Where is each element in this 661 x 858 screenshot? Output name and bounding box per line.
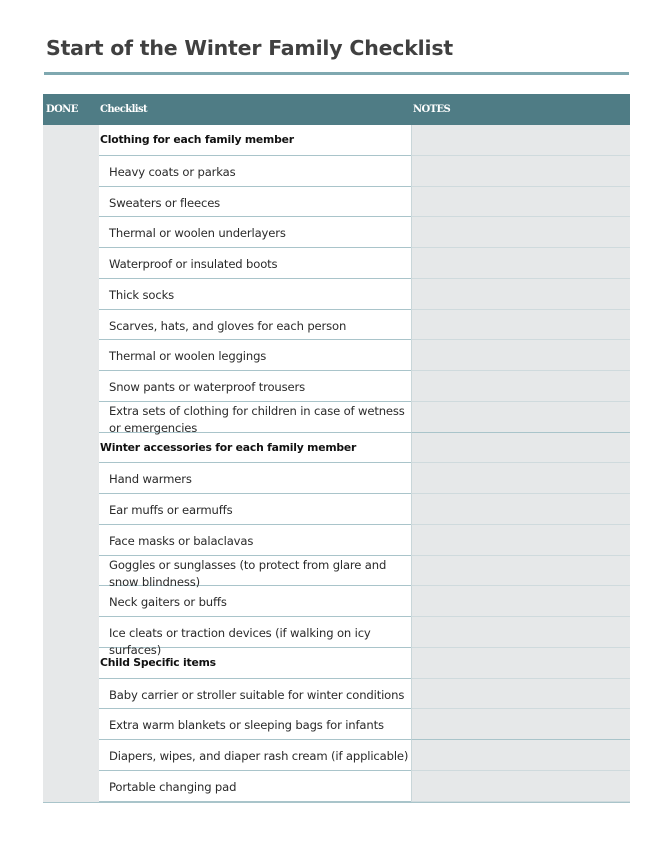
table-row <box>43 556 630 587</box>
notes-cell[interactable] <box>411 279 630 310</box>
item-label: Scarves, hats, and gloves for each person <box>109 318 347 333</box>
done-cell[interactable] <box>43 525 99 556</box>
notes-cell[interactable] <box>411 433 630 464</box>
item-label: Extra warm blankets or sleeping bags for infants <box>109 718 384 733</box>
checklist-cell <box>99 586 411 617</box>
table-row <box>43 402 630 433</box>
table-row <box>43 371 630 402</box>
notes-cell[interactable] <box>411 617 630 648</box>
checklist-cell <box>99 771 411 802</box>
checklist-cell <box>99 463 411 494</box>
item-label: Neck gaiters or buffs <box>109 595 227 610</box>
notes-cell[interactable] <box>411 586 630 617</box>
done-cell[interactable] <box>43 187 99 218</box>
done-cell[interactable] <box>43 433 99 464</box>
header-checklist: Checklist <box>100 104 148 115</box>
item-label: Thermal or woolen underlayers <box>109 226 286 241</box>
category-label: Winter accessories for each family member <box>100 440 357 454</box>
checklist-cell <box>99 679 411 710</box>
done-cell[interactable] <box>43 771 99 802</box>
checklist-cell <box>99 248 411 279</box>
item-label: Baby carrier or stroller suitable for winter conditions <box>109 687 405 702</box>
notes-cell[interactable] <box>411 310 630 341</box>
item-label: Sweaters or fleeces <box>109 195 221 210</box>
checklist-cell <box>99 187 411 218</box>
item-label: Heavy coats or parkas <box>109 164 236 179</box>
checklist-cell <box>99 217 411 248</box>
notes-cell[interactable] <box>411 556 630 587</box>
notes-cell[interactable] <box>411 340 630 371</box>
table-row <box>43 771 630 802</box>
title-divider <box>44 72 629 75</box>
item-label: Portable changing pad <box>109 779 237 794</box>
table-row <box>43 248 630 279</box>
checklist-table <box>43 94 630 803</box>
table-row <box>43 525 630 556</box>
done-cell[interactable] <box>43 310 99 341</box>
done-cell[interactable] <box>43 340 99 371</box>
notes-cell[interactable] <box>411 494 630 525</box>
page-title: Start of the Winter Family Checklist <box>46 36 453 60</box>
table-body <box>43 125 630 803</box>
checklist-cell <box>99 402 411 433</box>
done-cell[interactable] <box>43 556 99 587</box>
notes-cell[interactable] <box>411 740 630 771</box>
checklist-cell <box>99 371 411 402</box>
table-row <box>43 617 630 657</box>
checklist-cell <box>99 525 411 556</box>
done-cell[interactable] <box>43 248 99 279</box>
checklist-cell <box>99 740 411 771</box>
checklist-cell <box>99 648 411 679</box>
done-cell[interactable] <box>43 217 99 248</box>
item-label: Hand warmers <box>109 472 192 487</box>
category-row <box>43 648 630 679</box>
notes-cell[interactable] <box>411 125 630 156</box>
done-cell[interactable] <box>43 740 99 771</box>
item-label: Diapers, wipes, and diaper rash cream (if applicable) <box>109 749 409 763</box>
table-row <box>43 494 630 525</box>
notes-cell[interactable] <box>411 217 630 248</box>
done-cell[interactable] <box>43 402 99 434</box>
table-row <box>43 279 630 310</box>
checklist-cell <box>99 556 411 587</box>
table-row <box>43 463 630 494</box>
item-label: Face masks or balaclavas <box>109 533 254 548</box>
category-row <box>43 125 630 156</box>
checklist-cell <box>99 340 411 371</box>
checklist-cell <box>99 310 411 341</box>
header-done: DONE <box>46 104 78 115</box>
table-bottom-border <box>43 802 630 803</box>
done-cell[interactable] <box>43 463 99 494</box>
item-label: Thick socks <box>109 287 175 302</box>
notes-cell[interactable] <box>411 709 630 740</box>
table-row <box>43 156 630 187</box>
done-cell[interactable] <box>43 617 99 648</box>
item-label: Ear muffs or earmuffs <box>109 503 233 517</box>
table-row <box>43 217 630 248</box>
notes-cell[interactable] <box>411 156 630 187</box>
item-label: Snow pants or waterproof trousers <box>109 380 305 394</box>
done-cell[interactable] <box>43 679 99 710</box>
item-label: Ice cleats or traction devices (if walking on icy surfaces) <box>109 626 371 657</box>
category-label: Child Specific items <box>100 655 216 669</box>
done-cell[interactable] <box>43 586 99 617</box>
notes-cell[interactable] <box>411 679 630 710</box>
table-row <box>43 709 630 740</box>
table-row <box>43 340 630 371</box>
category-label: Clothing for each family member <box>100 133 294 146</box>
done-cell[interactable] <box>43 125 99 156</box>
done-cell[interactable] <box>43 494 99 525</box>
item-label: Extra sets of clothing for children in case of wetness or emergencies <box>109 403 405 435</box>
notes-cell[interactable] <box>411 187 630 218</box>
checklist-cell <box>99 125 411 156</box>
done-cell[interactable] <box>43 648 99 679</box>
item-label: Goggles or sunglasses (to protect from glare and snow blindness) <box>109 557 387 589</box>
checklist-cell <box>99 433 411 464</box>
table-row <box>43 586 630 617</box>
table-row <box>43 187 630 218</box>
notes-cell[interactable] <box>411 463 630 494</box>
done-cell[interactable] <box>43 371 99 402</box>
item-label: Waterproof or insulated boots <box>109 257 278 271</box>
checklist-cell <box>99 279 411 310</box>
checklist-cell <box>99 156 411 187</box>
checklist-cell <box>99 709 411 740</box>
header-notes: NOTES <box>413 104 451 115</box>
notes-cell[interactable] <box>411 402 630 433</box>
done-cell[interactable] <box>43 279 99 310</box>
table-header <box>43 94 630 125</box>
table-row <box>43 679 630 710</box>
checklist-cell <box>99 494 411 525</box>
table-row <box>43 310 630 341</box>
notes-cell[interactable] <box>411 371 630 402</box>
done-cell[interactable] <box>43 709 99 741</box>
notes-cell[interactable] <box>411 771 630 802</box>
notes-cell[interactable] <box>411 648 630 679</box>
item-label: Thermal or woolen leggings <box>109 349 267 364</box>
category-row <box>43 433 630 464</box>
done-cell[interactable] <box>43 156 99 187</box>
checklist-cell <box>99 617 411 657</box>
notes-cell[interactable] <box>411 525 630 556</box>
table-row <box>43 740 630 771</box>
notes-cell[interactable] <box>411 248 630 279</box>
